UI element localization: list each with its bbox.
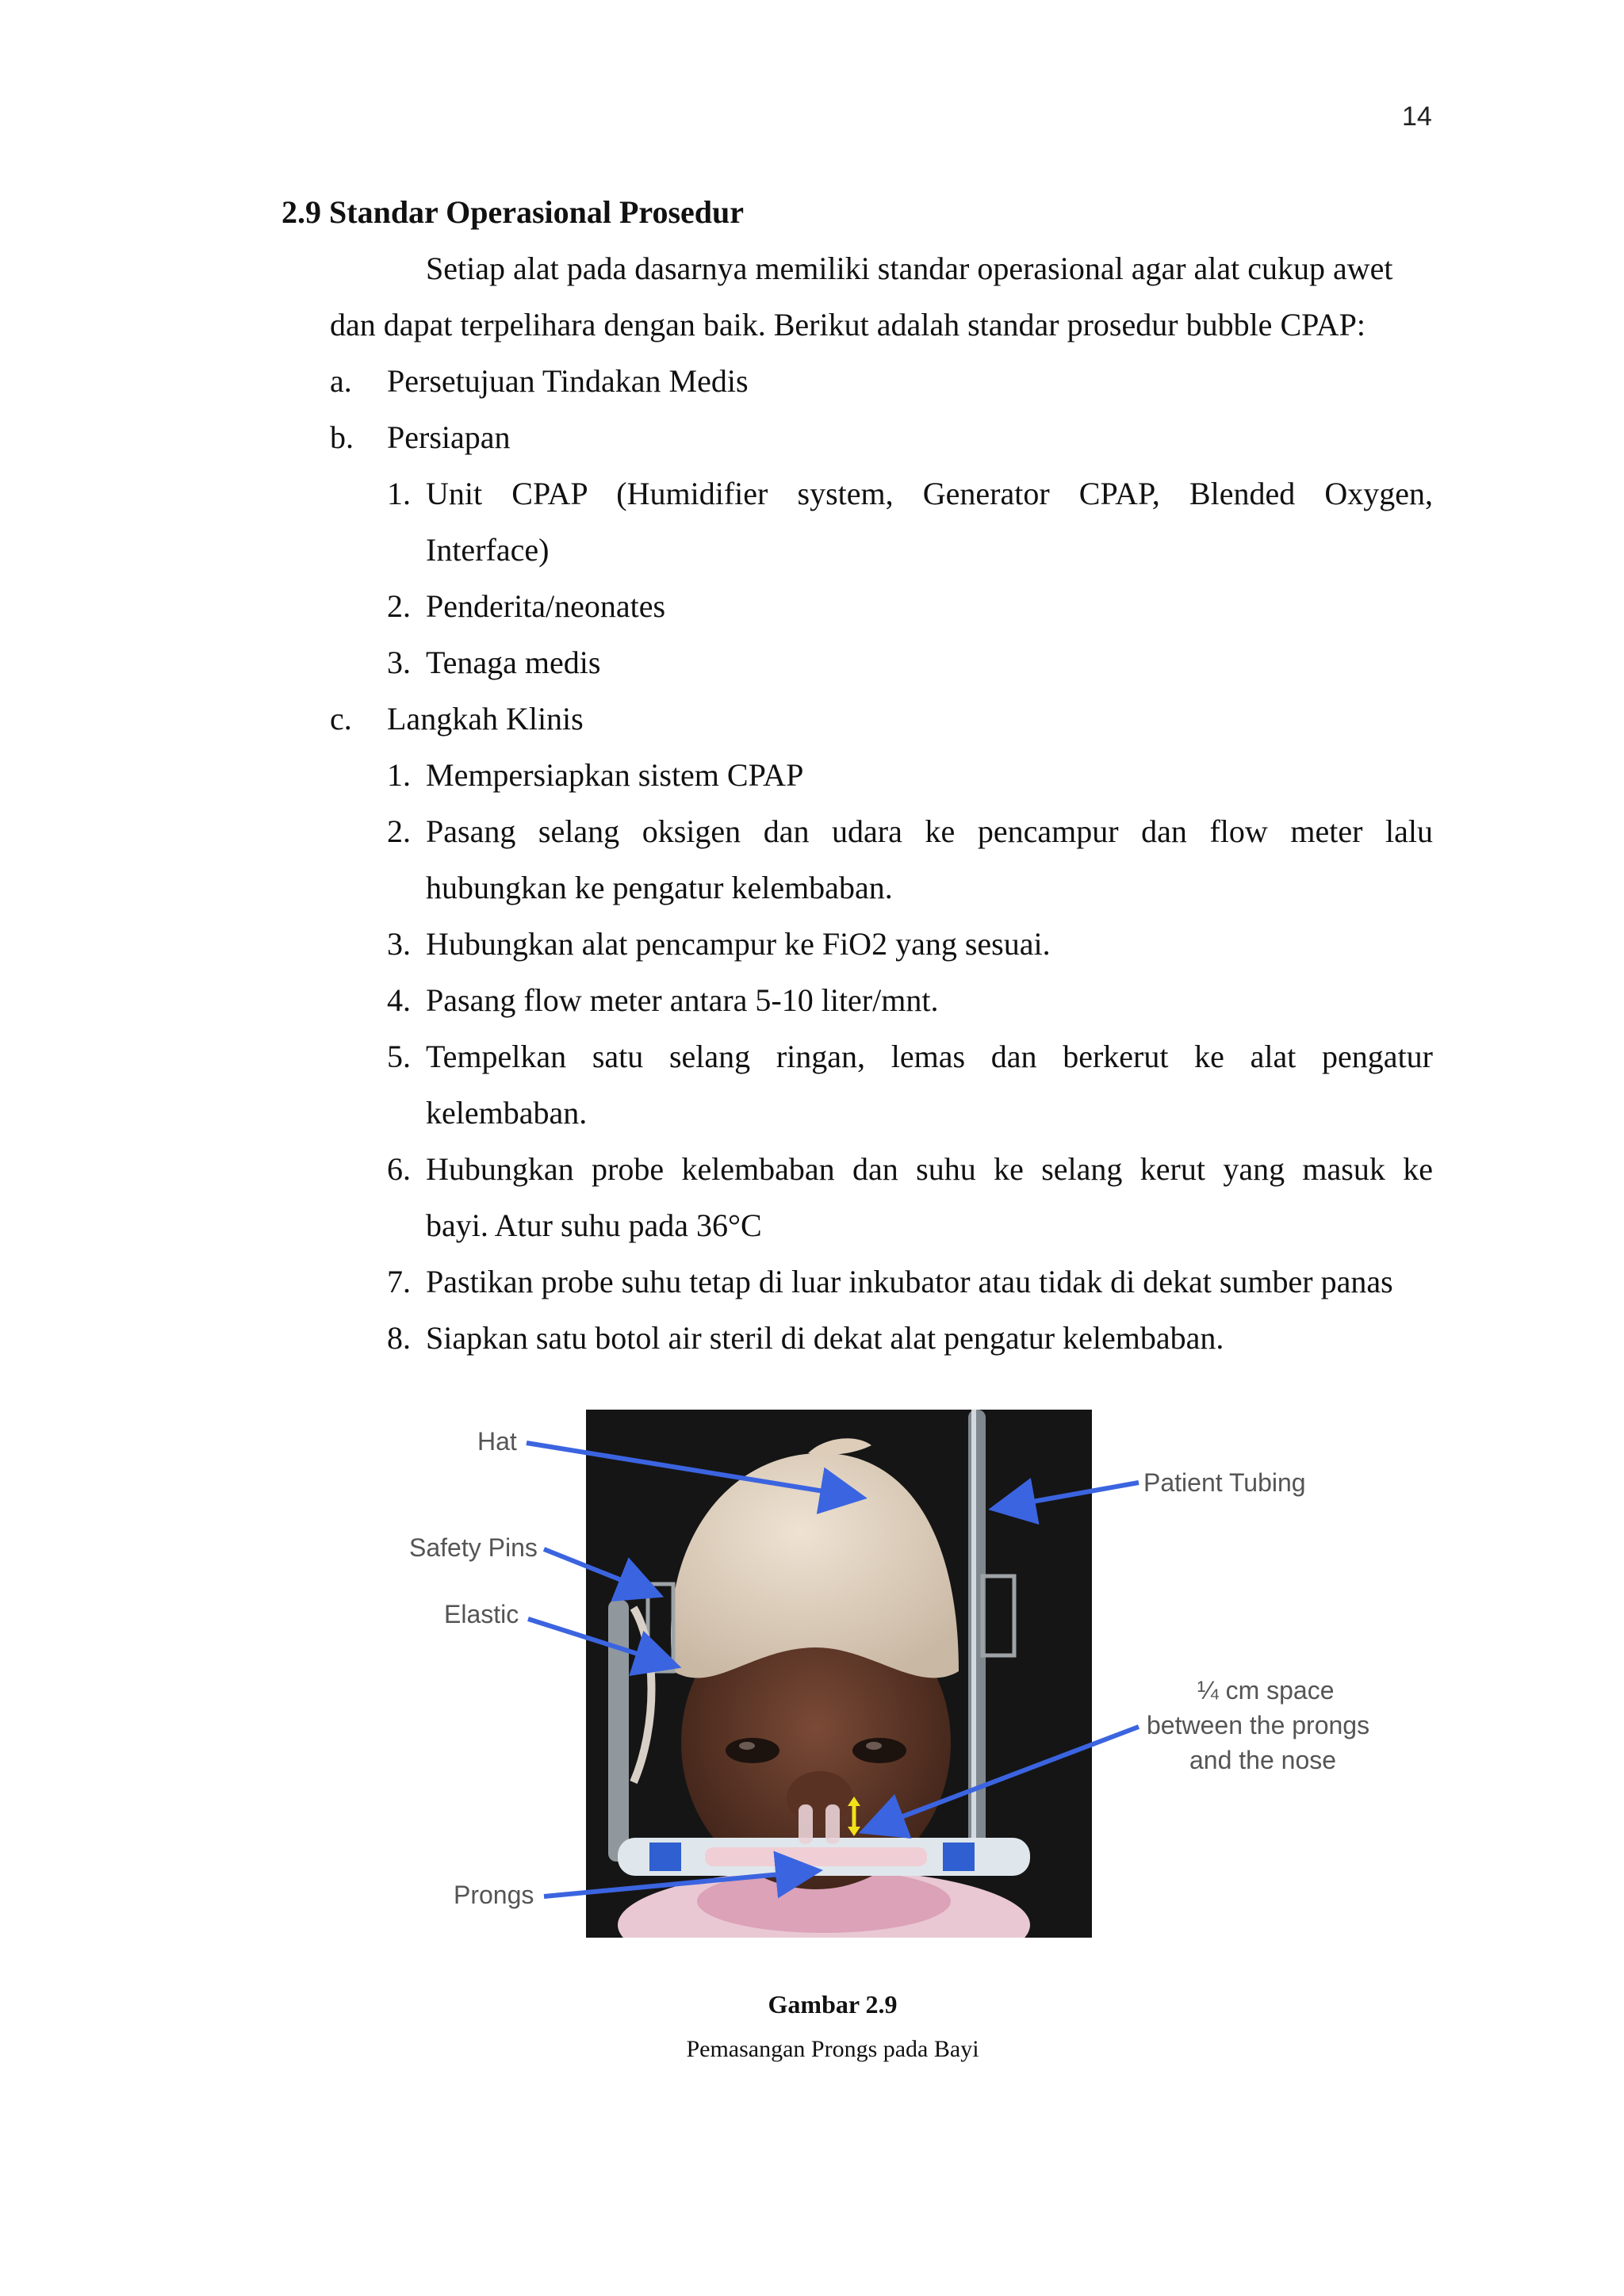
sub-item-c7: Pastikan probe suhu tetap di luar inkubator atau tidak di dekat sumber panas: [426, 1264, 1393, 1299]
sub-num-b3: 3.: [387, 645, 411, 680]
label-space-line3: and the nose: [1189, 1746, 1337, 1774]
label-space-line1: ¼ cm space: [1197, 1676, 1335, 1705]
sub-item-b3: Tenaga medis: [426, 645, 601, 680]
sub-num-c1: 1.: [387, 757, 411, 793]
sub-num-b1: 1.: [387, 476, 411, 511]
sub-item-c2-line1: Pasang selang oksigen dan udara ke pencampur dan flow meter lalu: [426, 813, 1433, 849]
list-marker-b: b.: [330, 419, 354, 455]
label-space-line2: between the prongs: [1147, 1711, 1370, 1739]
list-marker-c: c.: [330, 701, 352, 737]
sub-item-c6-line1: Hubungkan probe kelembaban dan suhu ke selang kerut yang masuk ke: [426, 1151, 1433, 1187]
sub-item-c1: Mempersiapkan sistem CPAP: [426, 757, 804, 793]
sub-item-b1-line2: Interface): [426, 532, 550, 568]
figure-caption-subtitle: Pemasangan Prongs pada Bayi: [686, 2036, 979, 2062]
label-safety-pins: Safety Pins: [409, 1533, 538, 1562]
sub-num-c4: 4.: [387, 982, 411, 1018]
sub-item-c8: Siapkan satu botol air steril di dekat alat pengatur kelembaban.: [426, 1320, 1224, 1356]
intro-line-2: dan dapat terpelihara dengan baik. Berikut adalah standar prosedur bubble CPAP:: [330, 307, 1365, 342]
list-item-b: Persiapan: [387, 419, 511, 455]
intro-line-1: Setiap alat pada dasarnya memiliki standar operasional agar alat cukup awet: [426, 251, 1393, 286]
sub-item-c3: Hubungkan alat pencampur ke FiO2 yang sesuai.: [426, 926, 1051, 962]
sub-item-c4: Pasang flow meter antara 5-10 liter/mnt.: [426, 982, 939, 1018]
list-item-c: Langkah Klinis: [387, 701, 584, 737]
list-marker-a: a.: [330, 363, 352, 399]
figure-photo: [586, 1410, 1092, 1938]
sub-num-c3: 3.: [387, 926, 411, 962]
list-item-a: Persetujuan Tindakan Medis: [387, 363, 749, 399]
sub-item-b2: Penderita/neonates: [426, 588, 666, 624]
label-prongs: Prongs: [454, 1881, 534, 1909]
sub-num-c7: 7.: [387, 1264, 411, 1299]
sub-item-c6-line2: bayi. Atur suhu pada 36°C: [426, 1207, 762, 1243]
sub-num-b2: 2.: [387, 588, 411, 624]
label-patient-tubing: Patient Tubing: [1143, 1468, 1306, 1497]
sub-num-c5: 5.: [387, 1039, 411, 1074]
sub-item-c5-line2: kelembaban.: [426, 1095, 588, 1131]
sub-item-c5-line1: Tempelkan satu selang ringan, lemas dan berkerut ke alat pengatur: [426, 1039, 1433, 1074]
label-elastic: Elastic: [444, 1600, 519, 1628]
sub-num-c6: 6.: [387, 1151, 411, 1187]
sub-item-c2-line2: hubungkan ke pengatur kelembaban.: [426, 870, 893, 905]
infant-cpap-illustration: [586, 1410, 1092, 1938]
label-hat: Hat: [477, 1427, 517, 1456]
section-title: 2.9 Standar Operasional Prosedur: [282, 194, 745, 230]
figure-caption-title: Gambar 2.9: [768, 1990, 898, 2019]
page-number: 14: [1402, 101, 1432, 132]
sub-num-c8: 8.: [387, 1320, 411, 1356]
sub-item-b1-line1: Unit CPAP (Humidifier system, Generator CPAP, Blended Oxygen,: [426, 476, 1433, 511]
sub-num-c2: 2.: [387, 813, 411, 849]
